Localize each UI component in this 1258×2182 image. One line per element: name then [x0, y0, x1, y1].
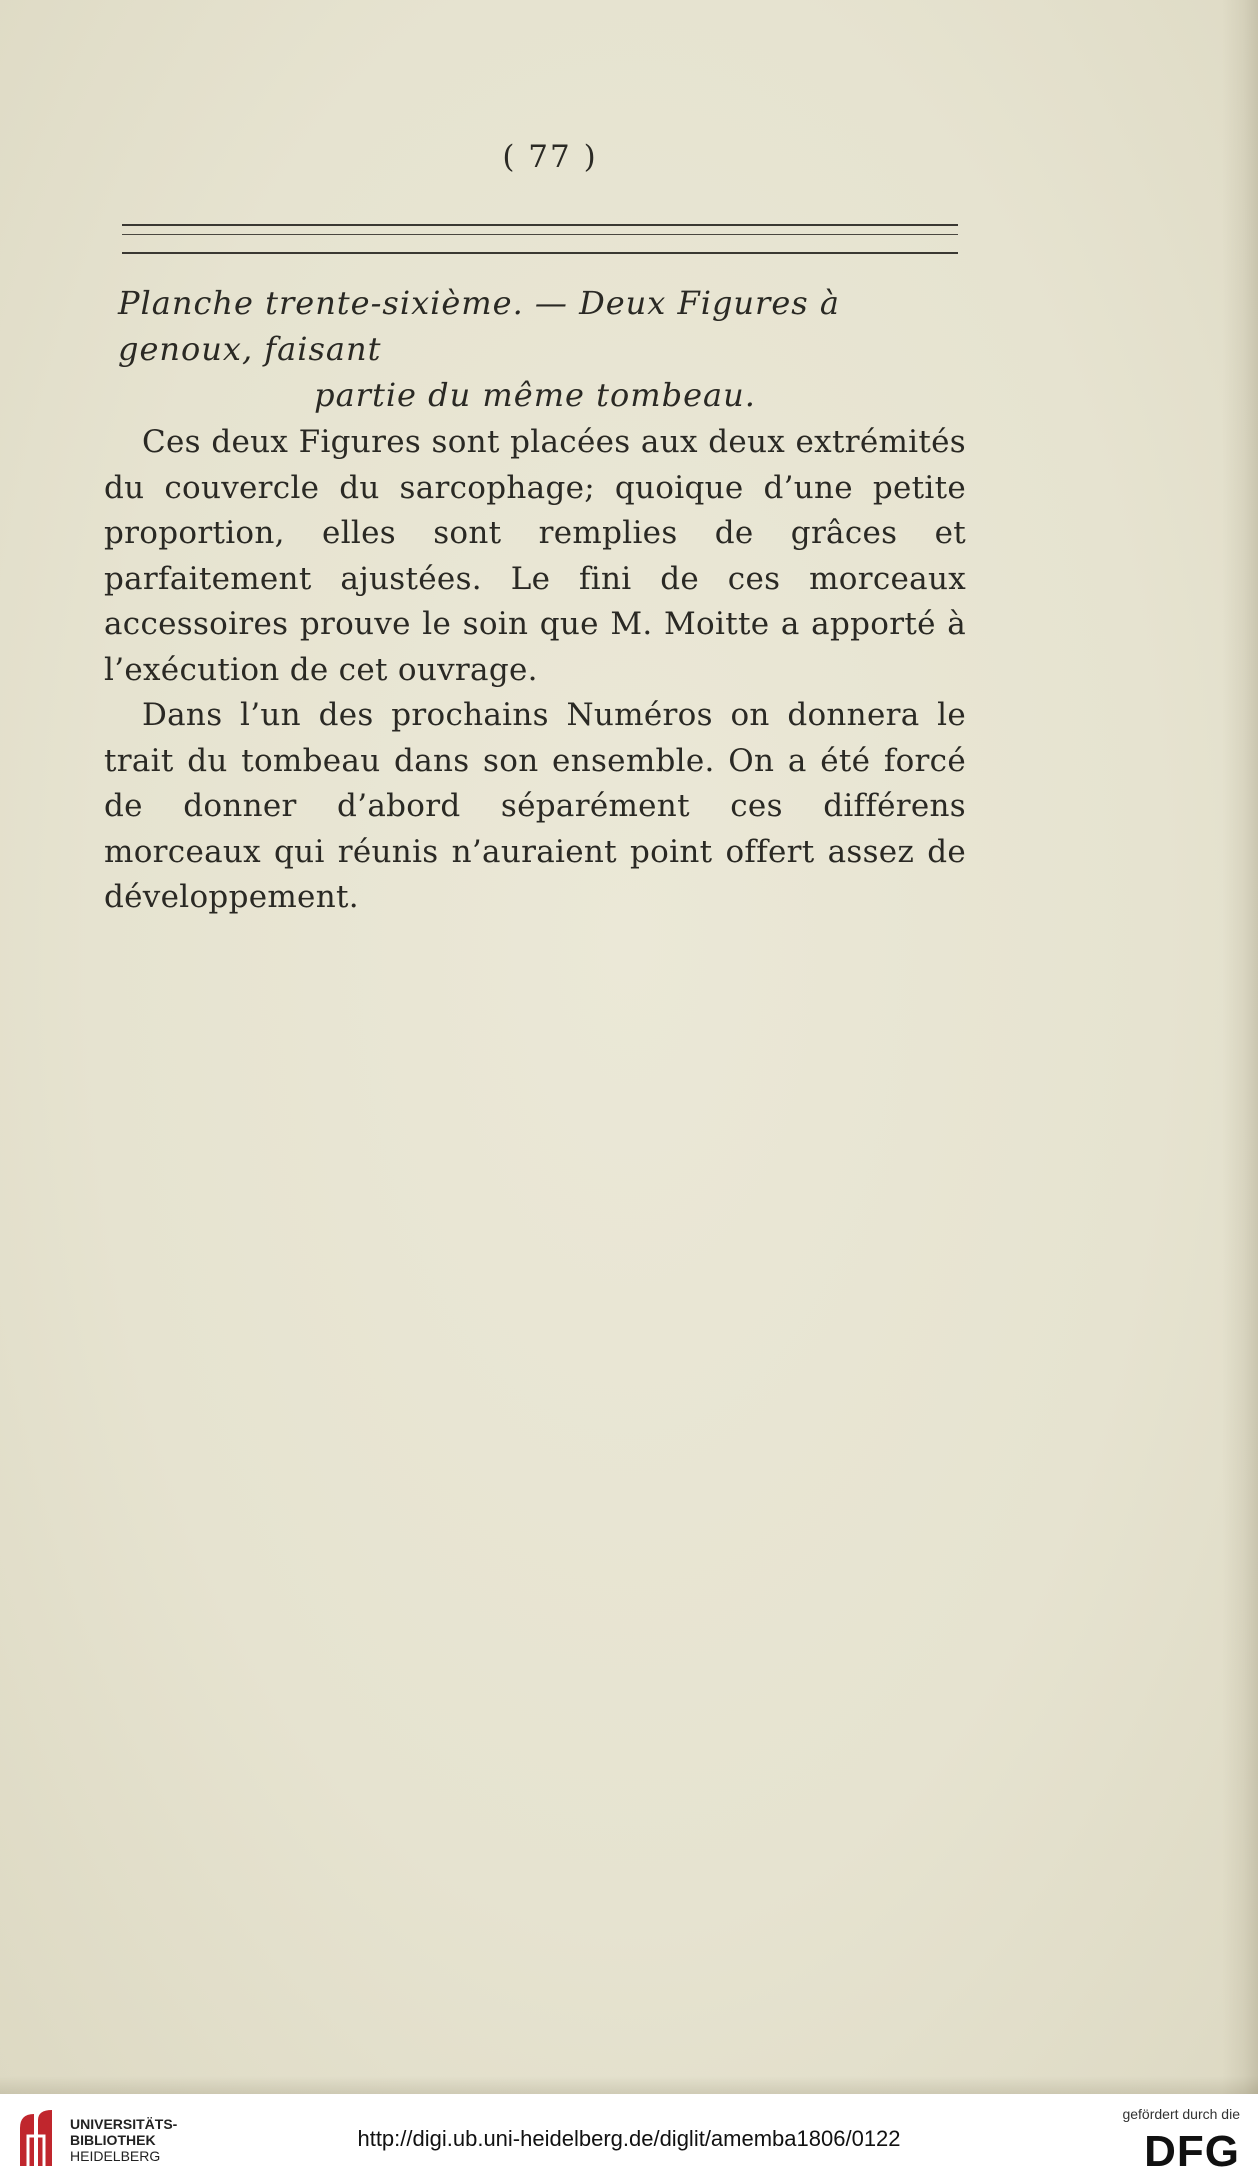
library-name-line-2: BIBLIOTHEK — [70, 2132, 156, 2148]
header-rule-middle — [122, 234, 958, 235]
paragraph-1: Ces deux Figures sont placées aux deux extrémités du couvercle du sarcophage; quoique d’une petite proportion, elles sont remplies de grâces et parfaitement ajustées. Le fini de ces morceaux accessoires prouve le soin que M. Moitte a apporté à l’exécution de cet ouvrage. — [104, 424, 966, 688]
footer-bar — [0, 2094, 1258, 2182]
library-name-line-1: UNIVERSITÄTS- — [70, 2116, 178, 2132]
plate-heading — [100, 280, 970, 418]
page-number: ( 77 ) — [502, 139, 598, 175]
heading-line-2: partie du même tombeau. — [314, 376, 756, 414]
body-text — [104, 420, 966, 921]
header-rule-bottom — [122, 252, 958, 254]
paragraph-2: Dans l’un des prochains Numéros on donnera le trait du tombeau dans son ensemble. On a été forcé de donner d’abord séparément ces différens morceaux qui réunis n’auraient point offert assez de développement. — [104, 697, 966, 915]
page-edge-shadow — [1222, 0, 1258, 2094]
permalink-url[interactable]: http://digi.ub.uni-heidelberg.de/diglit/amemba1806/0122 — [357, 2126, 901, 2151]
header-rule-top — [122, 224, 958, 226]
dfg-logo[interactable]: DFG — [1144, 2127, 1240, 2176]
heading-line-1: Planche trente-sixième. — Deux Figures à genoux, faisant — [118, 284, 840, 368]
page-bottom-shadow — [0, 2076, 1258, 2094]
funder-caption: gefördert durch die — [1122, 2106, 1240, 2122]
library-name-line-3: HEIDELBERG — [70, 2148, 161, 2164]
